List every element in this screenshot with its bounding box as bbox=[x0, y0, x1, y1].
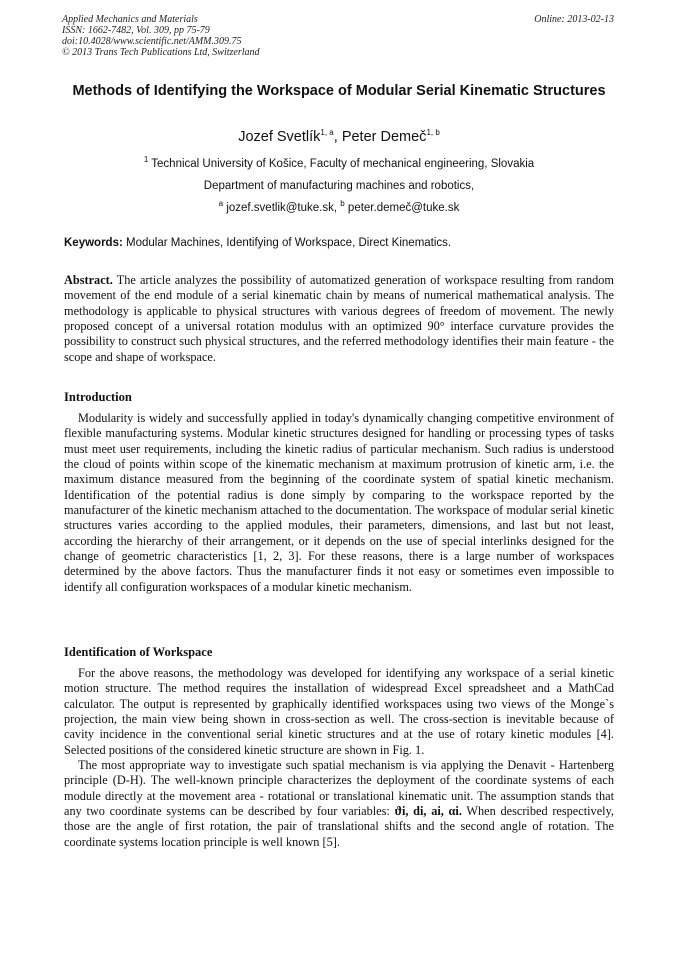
abstract bbox=[64, 273, 614, 365]
abstract-paragraph bbox=[64, 273, 614, 365]
abstract-text: The article analyzes the possibility of automatized generation of workspace resulting from random movement of the end module of a serial kinematic chain by means of numerical mathematical analysis. The methodology is applicable to physical structures with various degrees of freedom of movement. The newly proposed concept of a universal rotation modulus with an optimized 90° interface curvature provides the possibility to construct such physical structures, and the referred methodology identifies their main feature - the scope and shape of workspace. bbox=[64, 273, 614, 364]
affiliation-university: Technical University of Košice, Faculty of mechanical engineering, Slovakia bbox=[151, 158, 535, 170]
author-2: Peter Demeč bbox=[341, 129, 427, 145]
email-b: peter.demeč@tuke.sk bbox=[347, 202, 460, 214]
email-a-marker: a bbox=[218, 199, 224, 209]
dh-text-a: The most appropriate way to investigate such spatial mechanism is via applying the Denavit - Hartenberg principle (D-H). The well-known principle characterizes the deployment of the coordinate systems of each module directly at the movement area - rotational or translational kinematic unit. The assumption stands that any two coordinate systems can be described by four variables: bbox=[64, 758, 614, 819]
journal-header bbox=[62, 14, 260, 58]
journal-name: Applied Mechanics and Materials bbox=[62, 14, 198, 25]
email-line bbox=[0, 201, 678, 215]
identification-heading: Identification of Workspace bbox=[64, 645, 213, 659]
affiliation-department: Department of manufacturing machines and robotics, bbox=[203, 180, 475, 192]
paper-title: Methods of Identifying the Workspace of Modular Serial Kinematic Structures bbox=[72, 83, 606, 99]
online-date: Online: 2013-02-13 bbox=[534, 14, 614, 25]
doi-line: doi:10.4028/www.scientific.net/AMM.309.75 bbox=[62, 36, 242, 47]
affiliation-marker: 1 bbox=[143, 155, 149, 165]
author-1-affil: 1, a bbox=[320, 128, 334, 138]
introduction-section bbox=[64, 411, 614, 595]
dh-text-b: When described respectively, those are the angle of first rotation, the pair of translational shifts and the second angle of rotation. The coordinate systems location principle is well known [5]. bbox=[64, 804, 614, 849]
email-b-marker: b bbox=[340, 199, 345, 209]
keywords-label: Keywords: bbox=[64, 237, 123, 249]
identification-paragraph-2 bbox=[64, 758, 614, 850]
copyright-line: © 2013 Trans Tech Publications Ltd, Switzerland bbox=[62, 47, 260, 58]
author-1: Jozef Svetlík bbox=[238, 129, 321, 145]
author-2-affil: 1, b bbox=[426, 128, 440, 138]
dh-variables: ϑi, di, ai, αi. bbox=[394, 804, 462, 819]
introduction-heading: Introduction bbox=[64, 390, 132, 404]
identification-paragraph-1: For the above reasons, the methodology was developed for identifying any workspace of a serial kinetic motion structure. The method requires the installation of widespread Excel spreadsheet and a MathCad calculator. The output is represented by graphically identified workspaces using two views of the Monge`s projection, the main view being shown in cross-section as well. The cross-section is inevitable because of cavity incidence in the conventional serial kinetic structures and at the use of rotary kinetic modules [4]. Selected positions of the considered kinetic structure are shown in Fig. 1. bbox=[64, 666, 614, 757]
identification-section bbox=[64, 666, 614, 850]
author-line bbox=[0, 128, 678, 146]
email-a: jozef.svetlik@tuke.sk, bbox=[226, 202, 338, 214]
introduction-paragraph: Modularity is widely and successfully applied in today's dynamically changing competitive environment of flexible manufacturing systems. Modular kinetic structures designed for handling or processing types of tasks must meet user requirements, including the kinetic radius of particular mechanism. Such radius is understood the cloud of points within scope of the kinematic mechanism at maximum protrusion of kinetic arm, i.e. the maximum distance measured from the beginning of the coordinate system of spatial kinetic mechanism. Identification of the potential radius is done simply by comparing to the workspace reported by the manufacturer of the kinetic mechanism attached to the documentation. The workspace of modular serial kinetic structures varies according to the applied modules, their parameters, dimensions, and last but not least, according the hierarchy of their arrangement, or it depends on the use of special interlinks designed for the change of geometric characteristics [1, 2, 3]. For these reasons, there is a large number of workspaces determined by the above factors. Thus the manufacturer finds it not easy or sometimes even impossible to identify all configuration workspaces of a modular kinetic mechanism. bbox=[64, 411, 614, 594]
affiliation-line-1 bbox=[0, 157, 678, 171]
keywords bbox=[64, 236, 614, 250]
issn-line: ISSN: 1662-7482, Vol. 309, pp 75-79 bbox=[62, 25, 210, 36]
keywords-text: Modular Machines, Identifying of Workspace, Direct Kinematics. bbox=[126, 237, 452, 249]
author-separator: , bbox=[333, 129, 342, 145]
abstract-label: Abstract. bbox=[64, 273, 113, 287]
